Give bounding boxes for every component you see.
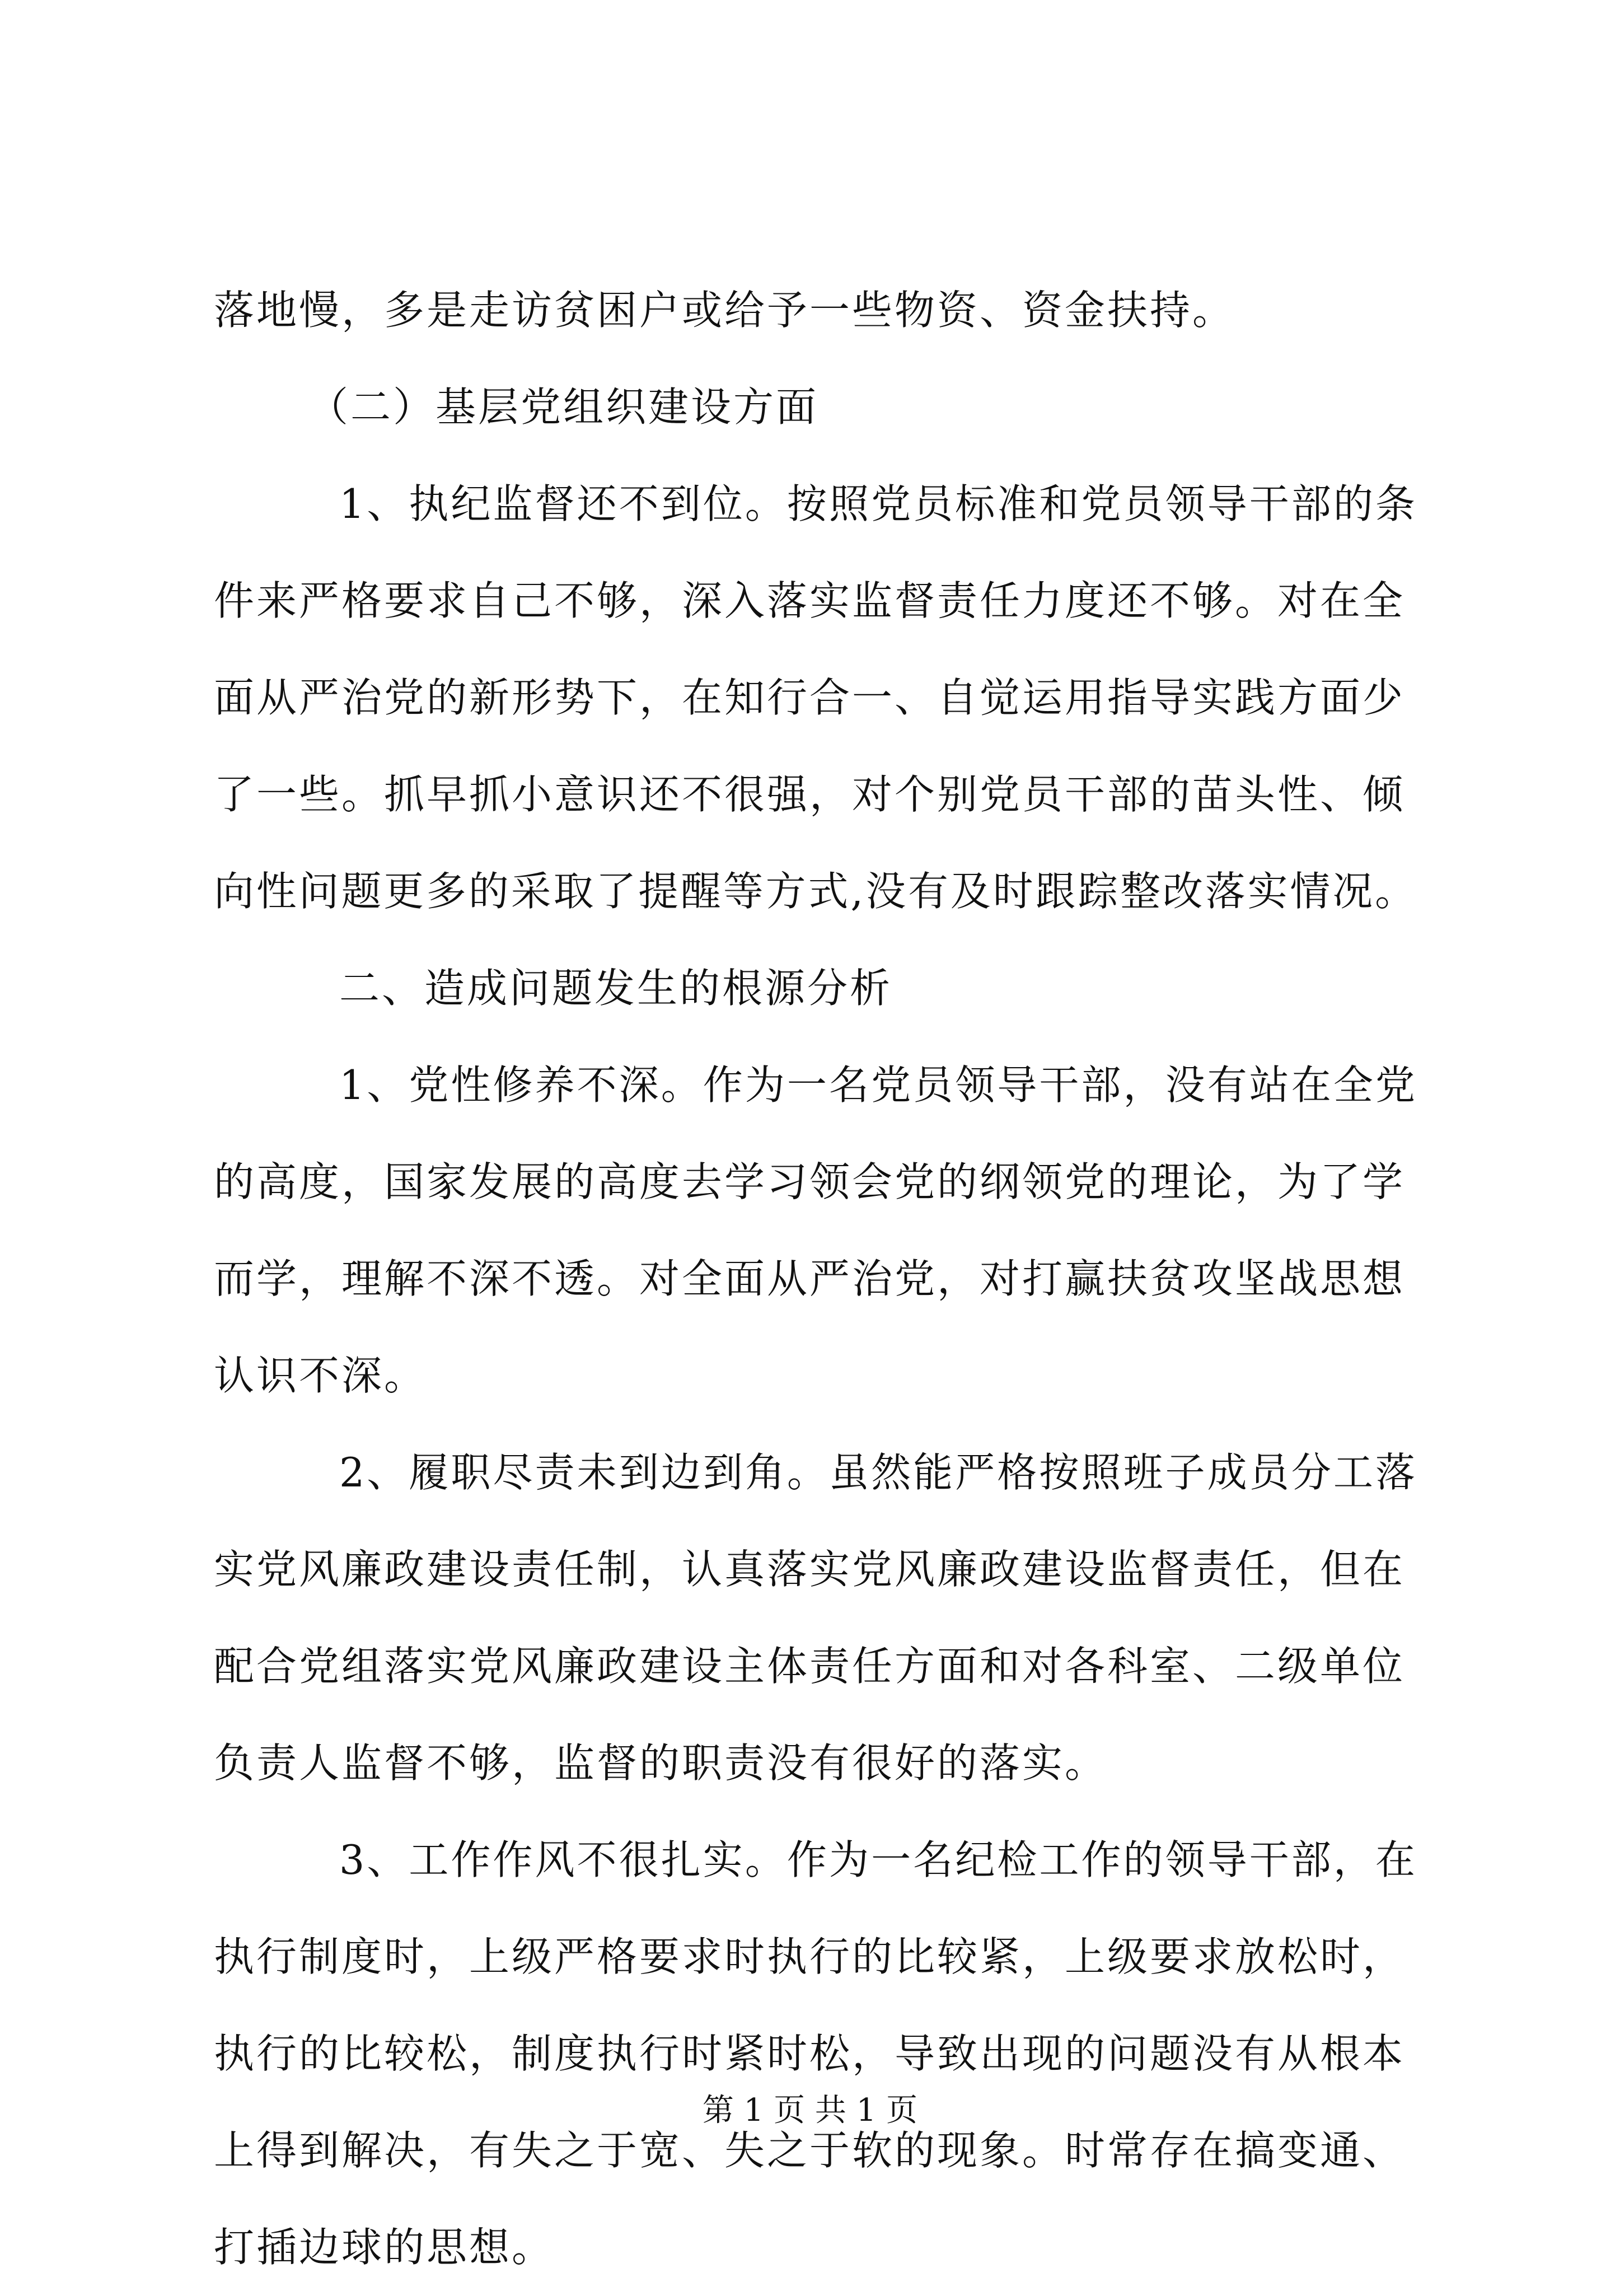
- text-line: 2、履职尽责未到边到角。虽然能严格按照班子成员分工落: [339, 1449, 1417, 1496]
- page-footer: 第 1 页 共 1 页: [702, 2092, 918, 2129]
- text-line: 执行的比较松，制度执行时紧时松，导致出现的问题没有从根本: [214, 2030, 1406, 2077]
- text-line: 负责人监督不够，监督的职责没有很好的落实。: [214, 1739, 1108, 1787]
- text-line: 向性问题更多的采取了提醒等方式,没有及时跟踪整改落实情况。: [214, 868, 1417, 915]
- text-line: 的高度，国家发展的高度去学习领会党的纲领党的理论，为了学: [214, 1158, 1406, 1205]
- text-line: 而学，理解不深不透。对全面从严治党，对打赢扶贫攻坚战思想: [214, 1255, 1406, 1302]
- text-line: 实党风廉政建设责任制，认真落实党风廉政建设监督责任，但在: [214, 1546, 1406, 1593]
- text-line: 打插边球的思想。: [214, 2224, 555, 2271]
- text-line: 面从严治党的新形势下，在知行合一、自觉运用指导实践方面少: [214, 674, 1406, 721]
- document-body: [214, 262, 1417, 2296]
- text-line: 落地慢，多是走访贫困户或给予一些物资、资金扶持。: [214, 287, 1235, 334]
- text-line: 1、党性修养不深。作为一名党员领导干部，没有站在全党: [339, 1062, 1417, 1109]
- text-line: 件来严格要求自己不够，深入落实监督责任力度还不够。对在全: [214, 577, 1406, 624]
- text-line: 执行制度时，上级严格要求时执行的比较紧，上级要求放松时，: [214, 1933, 1406, 1980]
- text-line: 1、执纪监督还不到位。按照党员标准和党员领导干部的条: [339, 480, 1417, 527]
- text-line: 了一些。抓早抓小意识还不很强，对个别党员干部的苗头性、倾: [214, 771, 1406, 818]
- text-line: 二、造成问题发生的根源分析: [339, 965, 893, 1012]
- text-line: （二）基层党组织建设方面: [308, 384, 819, 431]
- text-line: 上得到解决，有失之于宽、失之于软的现象。时常存在搞变通、: [214, 2127, 1406, 2174]
- text-line: 3、工作作风不很扎实。作为一名纪检工作的领导干部，在: [339, 1836, 1417, 1883]
- text-line: 配合党组落实党风廉政建设主体责任方面和对各科室、二级单位: [214, 1643, 1406, 1690]
- text-line: 认识不深。: [214, 1352, 427, 1399]
